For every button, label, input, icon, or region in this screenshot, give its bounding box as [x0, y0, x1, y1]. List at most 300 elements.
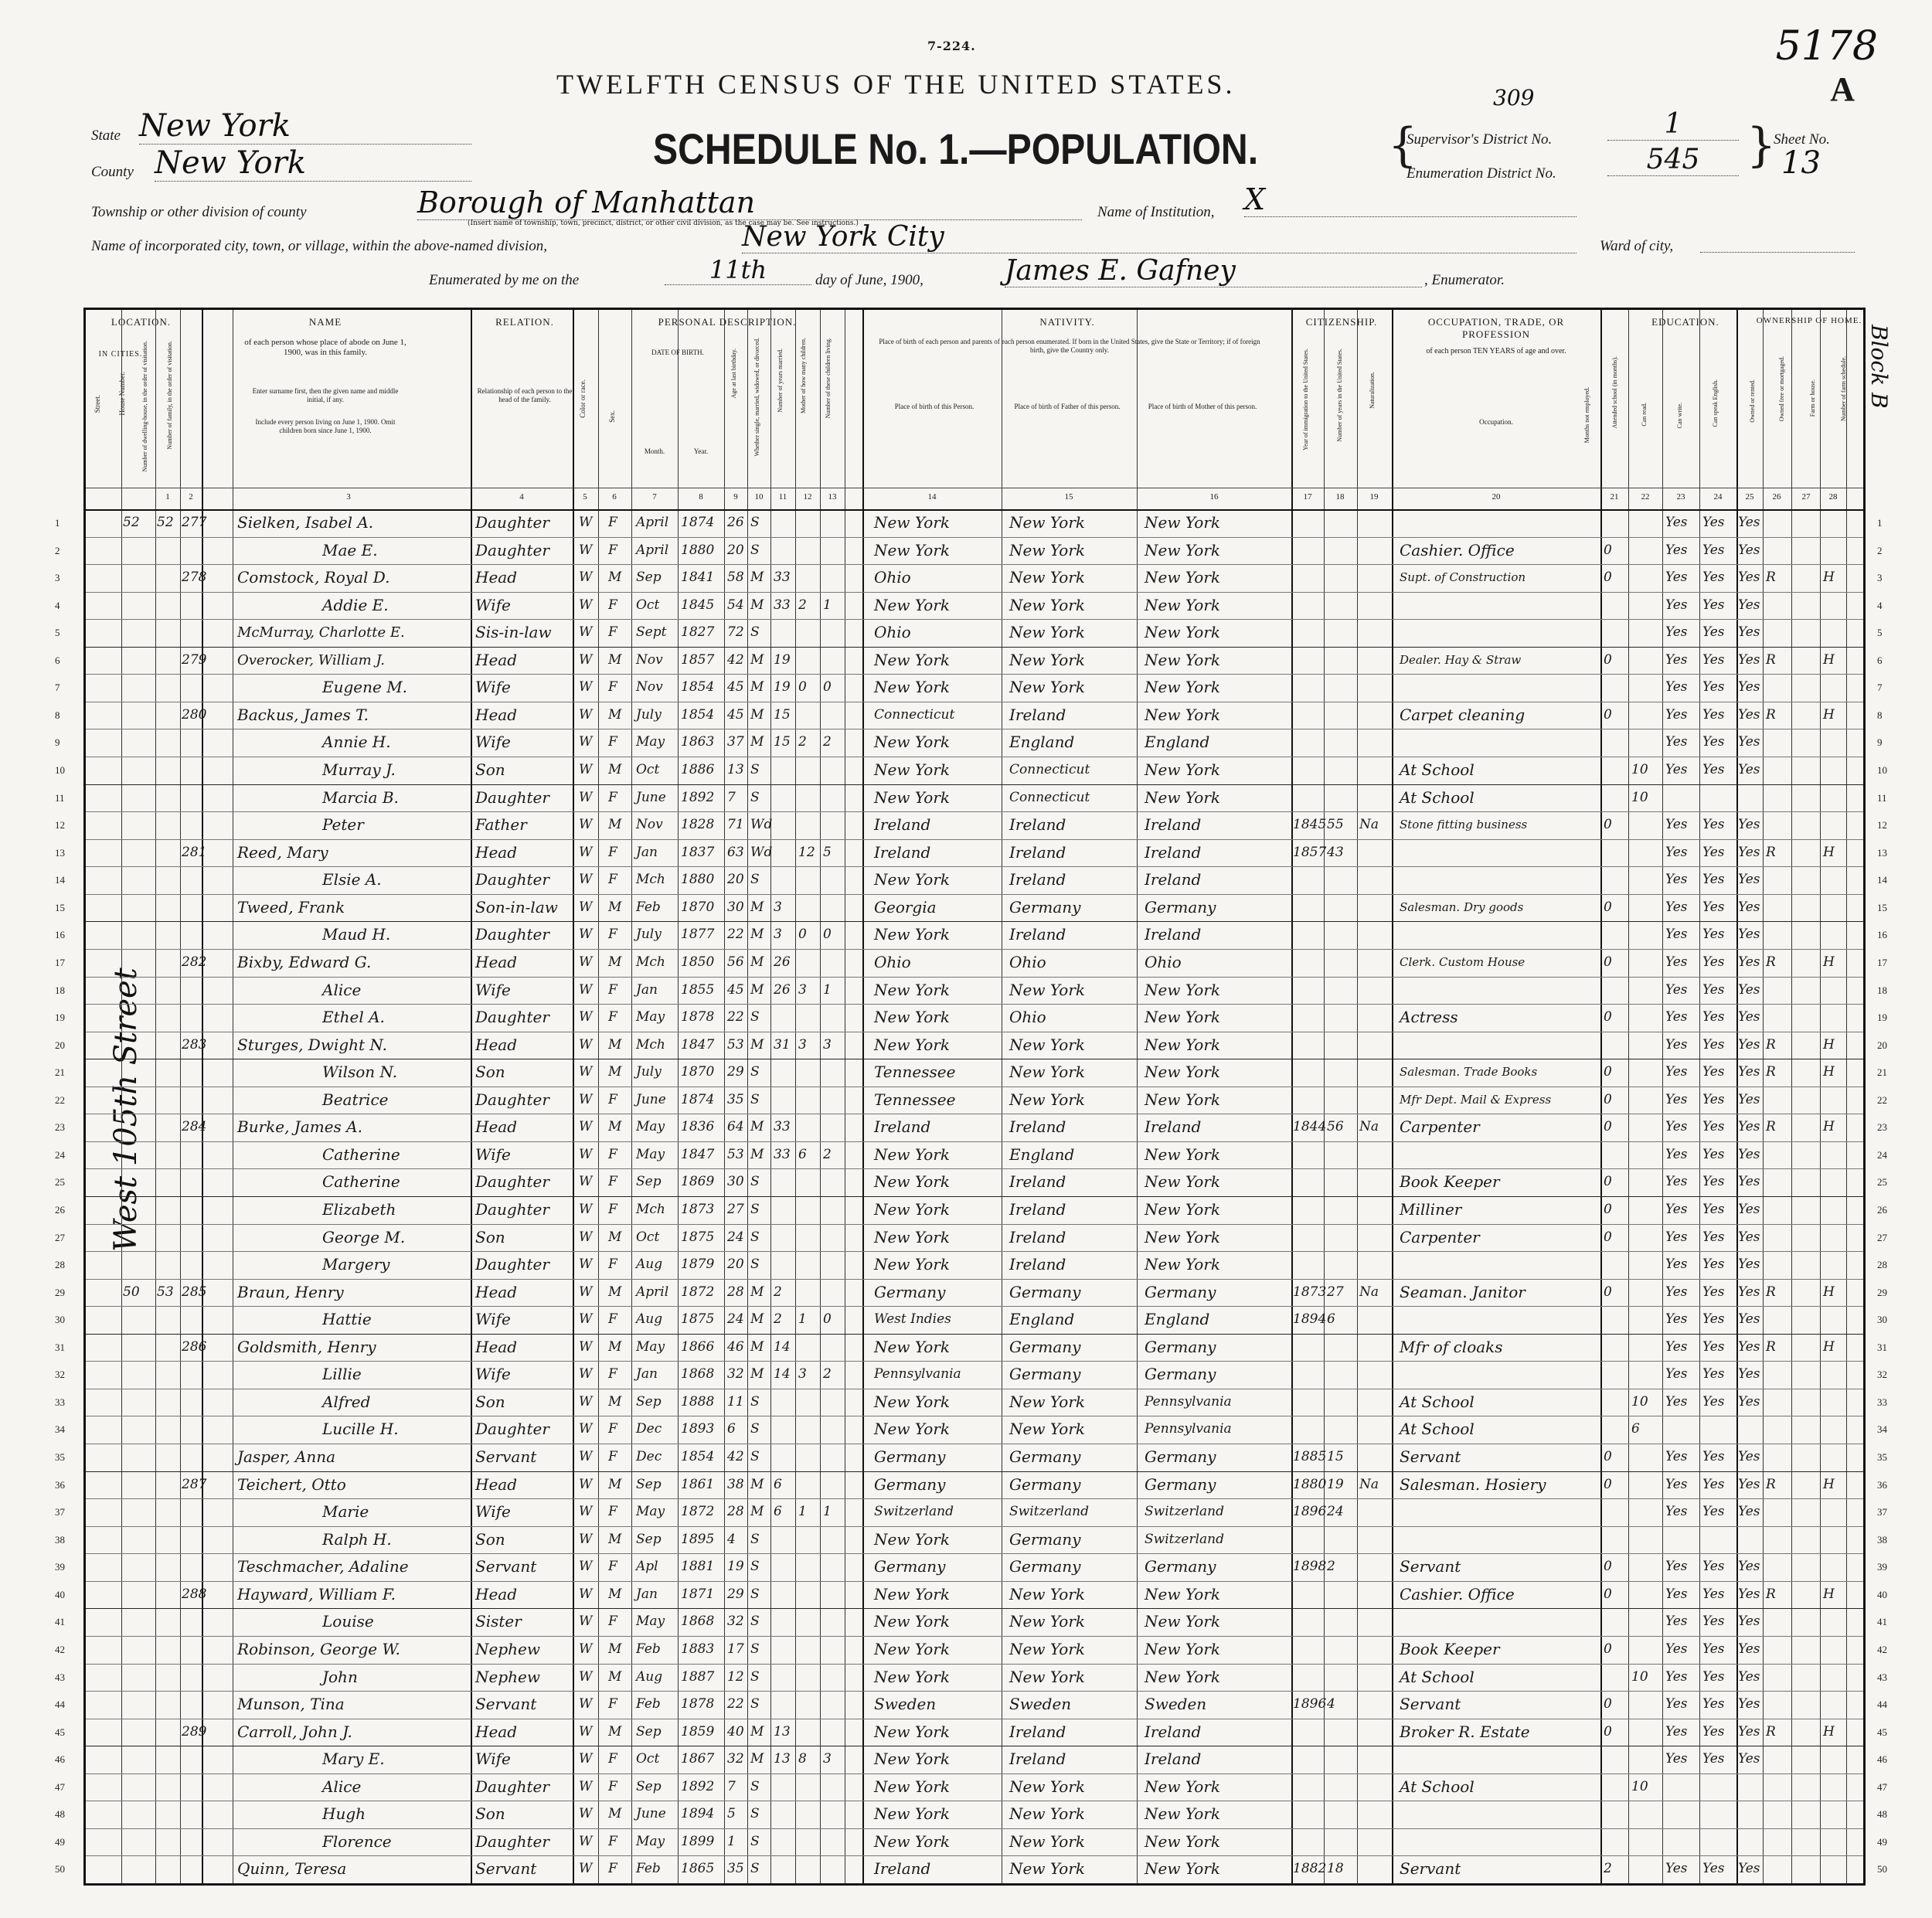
years-in-us: 27 — [1327, 1284, 1344, 1300]
column-number: 28 — [1828, 492, 1838, 502]
line-number-right: 21 — [1877, 1066, 1887, 1079]
owned-or-rented: R — [1766, 1064, 1776, 1080]
relation: Daughter — [475, 1420, 549, 1439]
birth-year: 1869 — [681, 1174, 715, 1190]
line-number-right: 8 — [1877, 709, 1883, 721]
column-number: 2 — [189, 492, 193, 502]
relation: Daughter — [475, 787, 549, 807]
birthplace: New York — [874, 595, 950, 614]
table-row — [55, 921, 1887, 949]
birthplace: Ireland — [874, 815, 931, 835]
father-birthplace: Germany — [1009, 1557, 1081, 1576]
line-number-left: 1 — [55, 517, 60, 529]
can-speak-english: Yes — [1738, 1668, 1760, 1685]
months-unemployed: 0 — [1604, 542, 1612, 558]
state-value: New York — [139, 108, 471, 145]
age: 22 — [727, 1009, 744, 1025]
can-write: Yes — [1702, 1751, 1725, 1767]
mother-birthplace: New York — [1145, 1667, 1220, 1686]
occupation: Mfr of cloaks — [1400, 1337, 1503, 1356]
person-name: Hugh — [322, 1804, 366, 1824]
enum-label-3: , Enumerator. — [1424, 272, 1505, 288]
age: 13 — [727, 762, 744, 778]
line-number-right: 25 — [1877, 1176, 1887, 1189]
education-heading: EDUCATION. — [1651, 316, 1719, 328]
father-birthplace: Switzerland — [1009, 1504, 1090, 1520]
person-name: Reed, Mary — [237, 842, 328, 862]
color: W — [579, 1174, 593, 1190]
line-number-right: 29 — [1877, 1286, 1887, 1298]
line-number-right: 15 — [1877, 901, 1887, 913]
owned-or-rented: R — [1766, 1723, 1776, 1739]
years-married: 26 — [774, 954, 791, 970]
birth-year: 1886 — [681, 762, 715, 778]
column-number: 27 — [1801, 492, 1811, 502]
children-born: 6 — [798, 1146, 807, 1162]
family-number: 282 — [182, 954, 207, 970]
age: 28 — [727, 1284, 744, 1300]
sex: M — [608, 1641, 622, 1657]
line-number-right: 7 — [1877, 682, 1883, 694]
person-name: Beatrice — [322, 1090, 389, 1109]
birth-month: Apl — [636, 1559, 658, 1575]
father-birthplace: New York — [1009, 1859, 1085, 1879]
birthplace: New York — [874, 870, 950, 889]
birthplace: West Indies — [874, 1311, 951, 1328]
color: W — [579, 651, 593, 668]
can-read: Yes — [1665, 1668, 1688, 1685]
state-label: State — [91, 128, 121, 144]
line-number-left: 49 — [55, 1835, 65, 1848]
age: 32 — [727, 1614, 744, 1630]
can-speak-english: Yes — [1738, 542, 1760, 558]
relation: Servant — [475, 1695, 537, 1714]
mother-birthplace: New York — [1145, 787, 1220, 807]
line-number-left: 17 — [55, 956, 65, 968]
owned-colhead: Owned or rented. — [1749, 379, 1756, 423]
table-row — [55, 1334, 1887, 1362]
can-read: Yes — [1665, 542, 1688, 558]
line-number-right: 39 — [1877, 1561, 1887, 1573]
father-birthplace: England — [1009, 1144, 1075, 1164]
years-married: 15 — [774, 734, 791, 750]
line-number-left: 26 — [55, 1204, 65, 1216]
can-write: Yes — [1702, 1257, 1725, 1273]
color: W — [579, 1778, 593, 1794]
line-number-left: 7 — [55, 682, 60, 694]
sex: F — [608, 1449, 617, 1465]
birth-month: Oct — [636, 1751, 660, 1767]
occupation: Milliner — [1400, 1200, 1462, 1219]
family-number: 285 — [182, 1284, 207, 1300]
relation: Son — [475, 1392, 505, 1411]
years-married: 14 — [774, 1338, 791, 1355]
months-unemployed: 0 — [1604, 1723, 1612, 1739]
line-number-left: 28 — [55, 1259, 65, 1271]
naturalization: Na — [1359, 1284, 1379, 1300]
mother-birthplace: Ireland — [1145, 1750, 1202, 1769]
sex: F — [608, 1614, 617, 1630]
age: 45 — [727, 679, 744, 695]
table-row — [55, 1251, 1887, 1279]
marital-status: S — [750, 1559, 760, 1575]
table-row — [55, 1087, 1887, 1114]
dwelling-colhead: Number of dwelling-house, in the order of visitation. — [141, 341, 148, 472]
birth-month: July — [636, 927, 662, 943]
birthplace: New York — [874, 678, 950, 697]
mother-birthplace: Ireland — [1145, 1117, 1202, 1137]
school-months: 10 — [1631, 762, 1648, 778]
birth-month: Jan — [636, 1586, 658, 1602]
school-months: 10 — [1631, 1778, 1648, 1794]
can-speak-english: Yes — [1738, 1366, 1760, 1382]
marital-status: S — [750, 1202, 760, 1217]
line-number-right: 35 — [1877, 1451, 1887, 1464]
can-read: Yes — [1665, 981, 1688, 998]
birth-year: 1868 — [681, 1614, 715, 1630]
table-row — [55, 784, 1887, 812]
color: W — [579, 570, 593, 586]
occupation: Carpenter — [1400, 1117, 1480, 1137]
months-unemployed: 2 — [1604, 1861, 1612, 1877]
sex: F — [608, 1174, 617, 1190]
age: 40 — [727, 1723, 744, 1739]
marital-status: S — [750, 762, 760, 778]
sheet-letter: A — [1830, 70, 1855, 108]
line-number-right: 22 — [1877, 1093, 1887, 1106]
age: 20 — [727, 542, 744, 558]
person-name: McMurray, Charlotte E. — [237, 624, 405, 641]
can-speak-english: Yes — [1738, 1751, 1760, 1767]
can-write: Yes — [1702, 679, 1725, 695]
can-speak-english: Yes — [1738, 844, 1760, 860]
person-name: Murray J. — [322, 760, 396, 780]
farm-or-house: H — [1823, 706, 1835, 723]
farm-or-house: H — [1823, 1586, 1835, 1602]
can-write: Yes — [1702, 597, 1725, 613]
years-married: 33 — [774, 1146, 791, 1162]
sex: F — [608, 1421, 617, 1437]
can-write: Yes — [1702, 1119, 1725, 1135]
family-number: 283 — [182, 1036, 207, 1053]
birth-month: Sep — [636, 570, 662, 586]
nativity-heading: NATIVITY. — [1039, 316, 1095, 328]
table-row — [55, 1032, 1887, 1059]
table-row — [55, 1224, 1887, 1252]
sex: F — [608, 844, 617, 860]
months-unemployed: 0 — [1604, 1009, 1612, 1025]
can-read: Yes — [1665, 1696, 1688, 1712]
name-description: of each person whose place of abode on June 1, 1900, was in this family. — [244, 338, 406, 358]
birth-month: May — [636, 1614, 665, 1630]
relation: Daughter — [475, 1255, 549, 1274]
mother-birthplace: New York — [1145, 1144, 1220, 1164]
birth-year: 1850 — [681, 954, 715, 970]
naturalization: Na — [1359, 1119, 1379, 1135]
birth-year: 1874 — [681, 515, 715, 530]
age: 42 — [727, 651, 744, 668]
father-birthplace: Ireland — [1009, 1200, 1066, 1219]
relation: Daughter — [475, 1200, 549, 1219]
birth-year: 1870 — [681, 1064, 715, 1080]
relation: Head — [475, 1282, 518, 1301]
sex: F — [608, 872, 617, 888]
can-read: Yes — [1665, 597, 1688, 613]
children-born: 3 — [798, 981, 807, 998]
years-married: 31 — [774, 1036, 791, 1053]
birthplace: New York — [874, 1529, 950, 1549]
name-heading: NAME — [308, 316, 342, 328]
occupation: Servant — [1400, 1859, 1461, 1879]
marital-status: S — [750, 1833, 760, 1849]
occupation: At School — [1400, 1420, 1475, 1439]
children-living: 1 — [823, 981, 832, 998]
can-read: Yes — [1665, 1366, 1688, 1382]
marital-status: S — [750, 1229, 760, 1245]
relation: Daughter — [475, 925, 549, 944]
birth-year: 1855 — [681, 981, 715, 998]
table-row — [55, 729, 1883, 757]
sex: M — [608, 1476, 622, 1492]
owned-or-rented: R — [1766, 1338, 1776, 1355]
sex: M — [608, 1284, 622, 1300]
birthplace: New York — [874, 650, 950, 669]
table-row — [55, 1196, 1887, 1224]
color: W — [579, 1861, 593, 1877]
marital-status: S — [750, 1257, 760, 1273]
column-number: 4 — [519, 492, 524, 502]
ownership-heading: OWNERSHIP OF HOME. — [1756, 316, 1862, 325]
occupation: Cashier. Office — [1400, 540, 1515, 559]
can-write: Yes — [1702, 1091, 1725, 1107]
father-birthplace: Ireland — [1009, 1227, 1066, 1246]
children-born: 1 — [798, 1504, 807, 1520]
can-write: Yes — [1702, 817, 1725, 833]
marital-status: S — [750, 1393, 760, 1410]
birthplace: New York — [874, 1008, 950, 1027]
table-row — [55, 866, 1887, 894]
mother-birthplace: New York — [1145, 595, 1220, 614]
enum-day: 11th — [665, 255, 811, 285]
father-birthplace: Ireland — [1009, 1117, 1066, 1137]
enum-district-label: Enumeration District No. — [1406, 165, 1556, 182]
table-row — [55, 839, 1887, 867]
table-row — [55, 1801, 1887, 1828]
color: W — [579, 899, 593, 915]
age: 26 — [727, 515, 744, 530]
months-unemployed: 0 — [1604, 1476, 1612, 1492]
mother-birthplace: New York — [1145, 1008, 1220, 1027]
sex: F — [608, 1091, 617, 1107]
occupation: At School — [1400, 787, 1475, 807]
column-number: 26 — [1772, 492, 1781, 502]
city-label: Name of incorporated city, town, or village, within the above-named division, — [91, 238, 547, 254]
birthplace: Ireland — [874, 1859, 931, 1879]
mother-birthplace: Sweden — [1145, 1695, 1207, 1714]
line-number-right: 33 — [1877, 1396, 1887, 1408]
sex: F — [608, 1366, 617, 1382]
marital-status: M — [750, 1504, 764, 1520]
person-name: Florence — [322, 1831, 392, 1851]
can-speak-english: Yes — [1738, 1202, 1760, 1217]
marital-status: M — [750, 1338, 764, 1355]
age: 30 — [727, 899, 744, 915]
can-speak-english: Yes — [1738, 1064, 1760, 1080]
can-read: Yes — [1665, 1393, 1688, 1410]
relation: Daughter — [475, 870, 549, 889]
age: 46 — [727, 1338, 744, 1355]
birth-month: Sept — [636, 624, 667, 641]
line-number-left: 50 — [55, 1863, 65, 1875]
owned-or-rented: R — [1766, 1036, 1776, 1053]
marital-status: S — [750, 1531, 760, 1547]
line-number-right: 32 — [1877, 1369, 1887, 1381]
person-name: Sielken, Isabel A. — [237, 513, 374, 532]
line-number-left: 29 — [55, 1286, 65, 1298]
sex: F — [608, 1778, 617, 1794]
age: 29 — [727, 1586, 744, 1602]
marital-status: S — [750, 1614, 760, 1630]
father-birthplace: Germany — [1009, 1474, 1081, 1494]
occupation-subheading: Occupation. — [1479, 418, 1513, 426]
age: 5 — [727, 1806, 736, 1822]
years-married: 2 — [774, 1284, 782, 1300]
birthplace: New York — [874, 980, 950, 999]
farm-or-house: H — [1823, 954, 1835, 970]
years-married: 33 — [774, 570, 791, 586]
can-speak-english: Yes — [1738, 1009, 1760, 1025]
person-name: Catherine — [322, 1144, 400, 1164]
birth-year: 1854 — [681, 679, 715, 695]
table-row — [55, 949, 1887, 977]
birth-month: Mch — [636, 1036, 665, 1053]
table-row — [55, 1581, 1887, 1609]
color: W — [579, 1202, 593, 1217]
sex: M — [608, 1036, 622, 1053]
line-number-left: 27 — [55, 1231, 65, 1243]
can-write: Yes — [1702, 570, 1725, 586]
can-speak-english: Yes — [1738, 570, 1760, 586]
can-write: Yes — [1702, 515, 1725, 530]
left-brace: { — [1388, 118, 1418, 172]
marital-status: M — [750, 1284, 764, 1300]
farm-or-house: H — [1823, 1064, 1835, 1080]
sheet-number: 13 — [1781, 145, 1821, 181]
birth-month: Sep — [636, 1723, 662, 1739]
owned-or-rented: R — [1766, 570, 1776, 586]
birth-year: 1892 — [681, 789, 715, 805]
family-number: 280 — [182, 706, 207, 723]
school-months: 6 — [1631, 1421, 1640, 1437]
line-number-right: 24 — [1877, 1148, 1887, 1161]
birthplace: New York — [874, 1227, 950, 1246]
person-name: Goldsmith, Henry — [237, 1337, 376, 1356]
column-number: 3 — [346, 492, 351, 502]
mother-birthplace: Germany — [1145, 1282, 1216, 1301]
months-unemployed: 0 — [1604, 651, 1612, 668]
line-number-left: 24 — [55, 1148, 65, 1161]
birth-year: 1854 — [681, 706, 715, 723]
can-speak-english: Yes — [1738, 1284, 1760, 1300]
birthplace: Tennessee — [874, 1063, 956, 1082]
relation-description: Relationship of each person to the head of the family. — [477, 387, 573, 403]
birthplace: New York — [874, 513, 950, 532]
line-number-left: 40 — [55, 1588, 65, 1600]
sex: M — [608, 1393, 622, 1410]
father-birthplace: Sweden — [1009, 1695, 1072, 1714]
mother-birthplace: New York — [1145, 650, 1220, 669]
mother-birthplace: Switzerland — [1145, 1504, 1225, 1520]
naturalization: Na — [1359, 1476, 1379, 1492]
age: 54 — [727, 597, 744, 613]
birth-year: 1866 — [681, 1338, 715, 1355]
can-write: Yes — [1702, 1393, 1725, 1410]
can-write: Yes — [1702, 1366, 1725, 1382]
birth-year: 1878 — [681, 1009, 715, 1025]
relation: Son — [475, 1227, 505, 1246]
marital-status: M — [750, 734, 764, 750]
age: 7 — [727, 1778, 736, 1794]
can-speak-english: Yes — [1738, 1036, 1760, 1053]
line-number-right: 36 — [1877, 1478, 1887, 1491]
birth-year: 1863 — [681, 734, 715, 750]
father-birthplace: New York — [1009, 513, 1085, 532]
mother-birthplace: New York — [1145, 1090, 1220, 1109]
mother-birthplace: New York — [1145, 1035, 1220, 1054]
person-name: Mae E. — [322, 540, 378, 559]
marital-status: S — [750, 872, 760, 888]
birth-month: May — [636, 1146, 665, 1162]
line-number-right: 19 — [1877, 1012, 1887, 1024]
father-birthplace: Ohio — [1009, 1008, 1046, 1027]
birthplace: New York — [874, 1200, 950, 1219]
can-write: Yes — [1702, 872, 1725, 888]
line-number-left: 6 — [55, 654, 60, 666]
corner-number: 5178 — [1775, 23, 1878, 70]
table-row — [55, 1471, 1887, 1499]
institution-value: X — [1244, 182, 1577, 217]
sex: M — [608, 1531, 622, 1547]
birth-month: Nov — [636, 817, 663, 833]
person-name: Robinson, George W. — [237, 1639, 400, 1658]
column-number: 5 — [583, 492, 587, 502]
color: W — [579, 844, 593, 860]
months-unemployed: 0 — [1604, 706, 1612, 723]
mother-birthplace: Germany — [1145, 897, 1216, 916]
relation: Head — [475, 952, 518, 971]
color: W — [579, 981, 593, 998]
father-birthplace: Ireland — [1009, 925, 1066, 944]
mother-birthplace: New York — [1145, 1804, 1220, 1824]
years-married-colhead: Number of years married. — [777, 349, 784, 413]
birth-month: Dec — [636, 1421, 662, 1437]
color: W — [579, 1338, 593, 1355]
line-number-left: 20 — [55, 1039, 65, 1051]
color: W — [579, 954, 593, 970]
person-name: Overocker, William J. — [237, 651, 386, 668]
sex: F — [608, 1861, 617, 1877]
birth-month: Nov — [636, 679, 663, 695]
occupation: Salesman. Dry goods — [1400, 899, 1524, 914]
right-brace: } — [1747, 118, 1777, 172]
line-number-right: 48 — [1877, 1808, 1887, 1821]
father-birthplace: New York — [1009, 1777, 1085, 1796]
years-in-us: 15 — [1327, 1449, 1344, 1465]
can-read: Yes — [1665, 1641, 1688, 1657]
birth-month: Sep — [636, 1531, 662, 1547]
father-birthplace: New York — [1009, 1804, 1085, 1824]
relation: Wife — [475, 595, 511, 614]
